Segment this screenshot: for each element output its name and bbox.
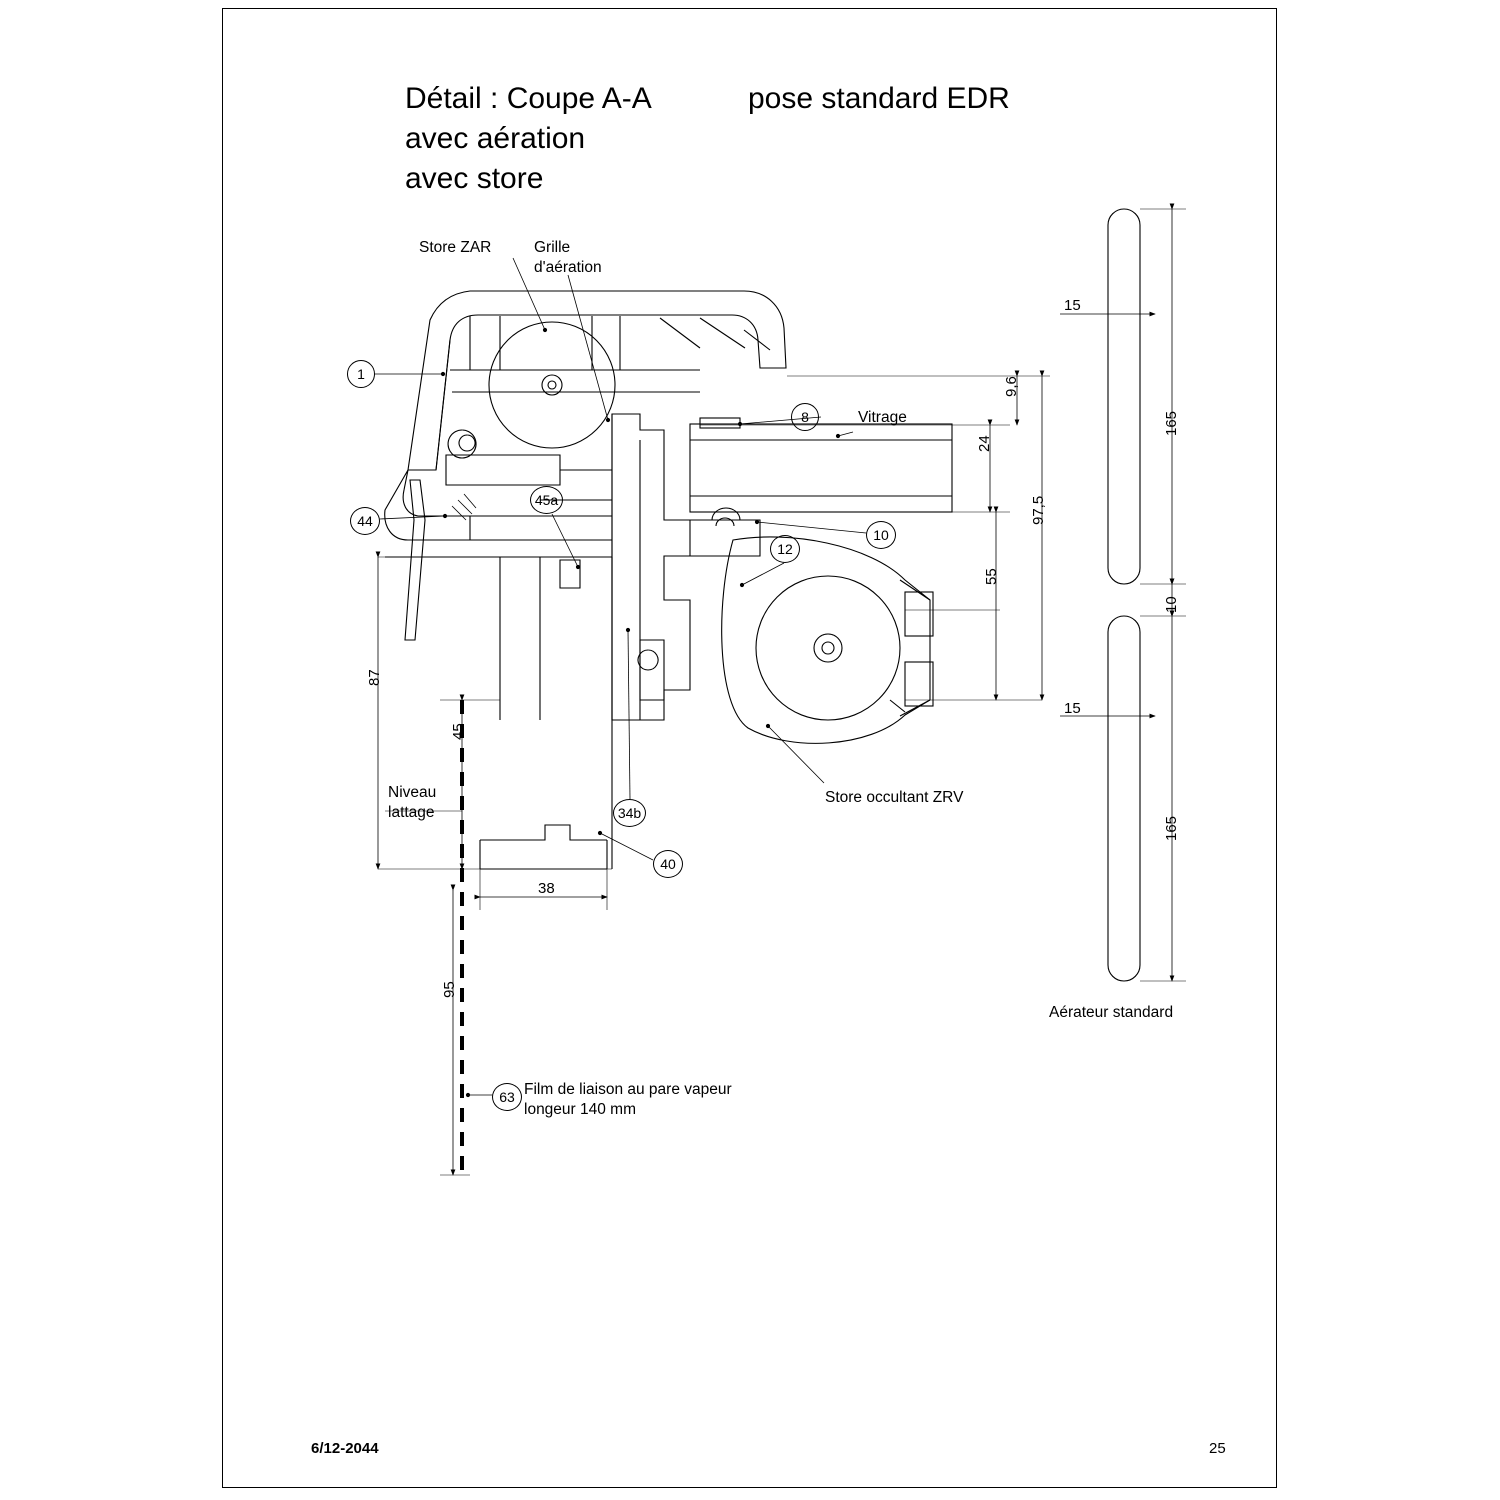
callout-34b: 34b — [613, 799, 646, 827]
callout-44: 44 — [350, 507, 380, 535]
label-store-zar: Store ZAR — [419, 239, 492, 256]
dim-165-bottom: 165 — [1163, 815, 1180, 841]
label-film-line1: Film de liaison au pare vapeur — [524, 1081, 732, 1098]
dim-87: 87 — [366, 669, 383, 686]
dim-95: 95 — [441, 981, 458, 998]
footer-code: 6/12-2044 — [311, 1440, 379, 1457]
label-niveau-line2: lattage — [388, 804, 435, 821]
page-title-line4: avec store — [405, 162, 544, 195]
page-title-line3: avec aération — [405, 122, 586, 155]
callout-10: 10 — [866, 521, 896, 549]
label-film-line2: longeur 140 mm — [524, 1101, 637, 1118]
callout-63: 63 — [492, 1083, 522, 1111]
dim-165-top: 165 — [1163, 410, 1180, 436]
dim-10-mid: 10 — [1163, 596, 1180, 613]
page-title-line1: Détail : Coupe A-A — [405, 82, 652, 115]
footer-page-number: 25 — [1209, 1440, 1226, 1457]
callout-1: 1 — [347, 360, 375, 388]
dim-15-bottom: 15 — [1064, 700, 1081, 717]
callout-12: 12 — [770, 535, 800, 563]
dim-38: 38 — [538, 880, 555, 897]
dim-9-6: 9,6 — [1003, 376, 1020, 397]
dim-45: 45 — [450, 723, 467, 740]
callout-45a: 45a — [530, 486, 563, 514]
label-vitrage: Vitrage — [858, 409, 907, 426]
dim-97-5: 97,5 — [1030, 495, 1047, 525]
label-store-occultant: Store occultant ZRV — [825, 789, 964, 806]
dim-24: 24 — [976, 435, 993, 452]
label-grille-line1: Grille — [534, 239, 571, 256]
callout-8: 8 — [791, 403, 819, 431]
label-niveau-line1: Niveau — [388, 784, 437, 801]
callout-40: 40 — [653, 850, 683, 878]
label-grille-line2: d'aération — [534, 259, 602, 276]
dim-55: 55 — [983, 568, 1000, 585]
page-title-line2: pose standard EDR — [748, 82, 1010, 115]
drawing-sheet-border — [222, 8, 1277, 1488]
label-aerateur: Aérateur standard — [1049, 1004, 1174, 1021]
dim-15-top: 15 — [1064, 297, 1081, 314]
